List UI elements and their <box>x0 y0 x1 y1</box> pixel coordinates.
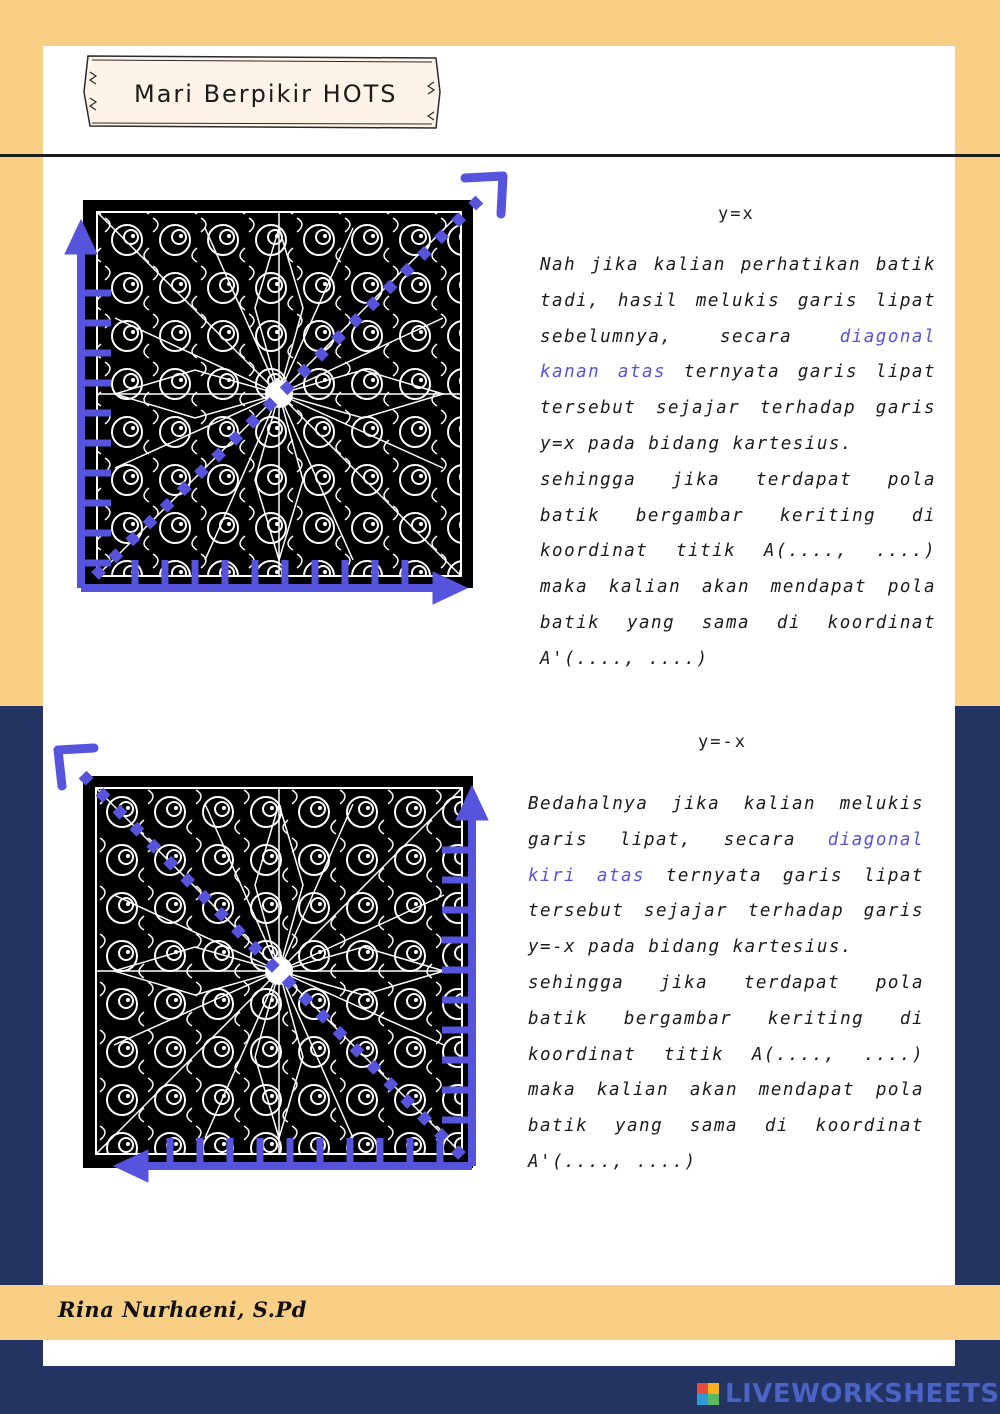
equation-y-equals-x: y=x <box>718 204 755 224</box>
highlight-diagonal-kiri-atas: diagonal kiri atas <box>528 829 924 886</box>
text-question-yx: sehingga jika terdapat pola batik bergambar keriting di koordinat titik A(...., ....) maka kalian akan mendapat pola batik yang sama di koordinat A'(...., ....) <box>540 469 936 669</box>
page-title: Mari Berpikir HOTS <box>134 80 398 108</box>
highlight-diagonal-kanan-atas: diagonal kanan atas <box>540 326 936 383</box>
batik-pattern-image <box>50 740 500 1190</box>
author-name: Rina Nurhaeni, S.Pd <box>58 1297 307 1322</box>
text-part: Nah jika kalian perhatikan batik tadi, hasil melukis garis lipat sebelumnya, secara <box>540 255 936 347</box>
watermark-text: LIVEWORKSHEETS <box>725 1379 1000 1409</box>
title-banner <box>82 52 442 132</box>
explanation-y-neg-x <box>528 787 924 1181</box>
liveworksheets-logo-icon <box>697 1383 719 1405</box>
batik-diagram-yx <box>55 168 525 622</box>
text-part: Bedahalnya jika kalian melukis garis lipat, secara <box>528 794 924 850</box>
batik-pattern-image <box>55 168 525 618</box>
text-question-y-neg-x: sehingga jika terdapat pola batik bergambar keriting di koordinat titik A(...., ....) maka kalian akan mendapat pola batik yang sama di koordinat A'(...., ....) <box>528 972 924 1172</box>
text-part: ternyata garis lipat tersebut sejajar terhadap garis y=x pada bidang kartesius. <box>540 362 936 454</box>
text-part: ternyata garis lipat tersebut sejajar terhadap garis y=-x pada bidang kartesius. <box>528 865 924 958</box>
equation-y-equals-neg-x: y=-x <box>698 732 747 752</box>
batik-diagram-y-neg-x <box>50 740 500 1194</box>
explanation-yx <box>540 248 936 678</box>
header-divider <box>0 154 1000 157</box>
watermark <box>697 1380 1000 1408</box>
